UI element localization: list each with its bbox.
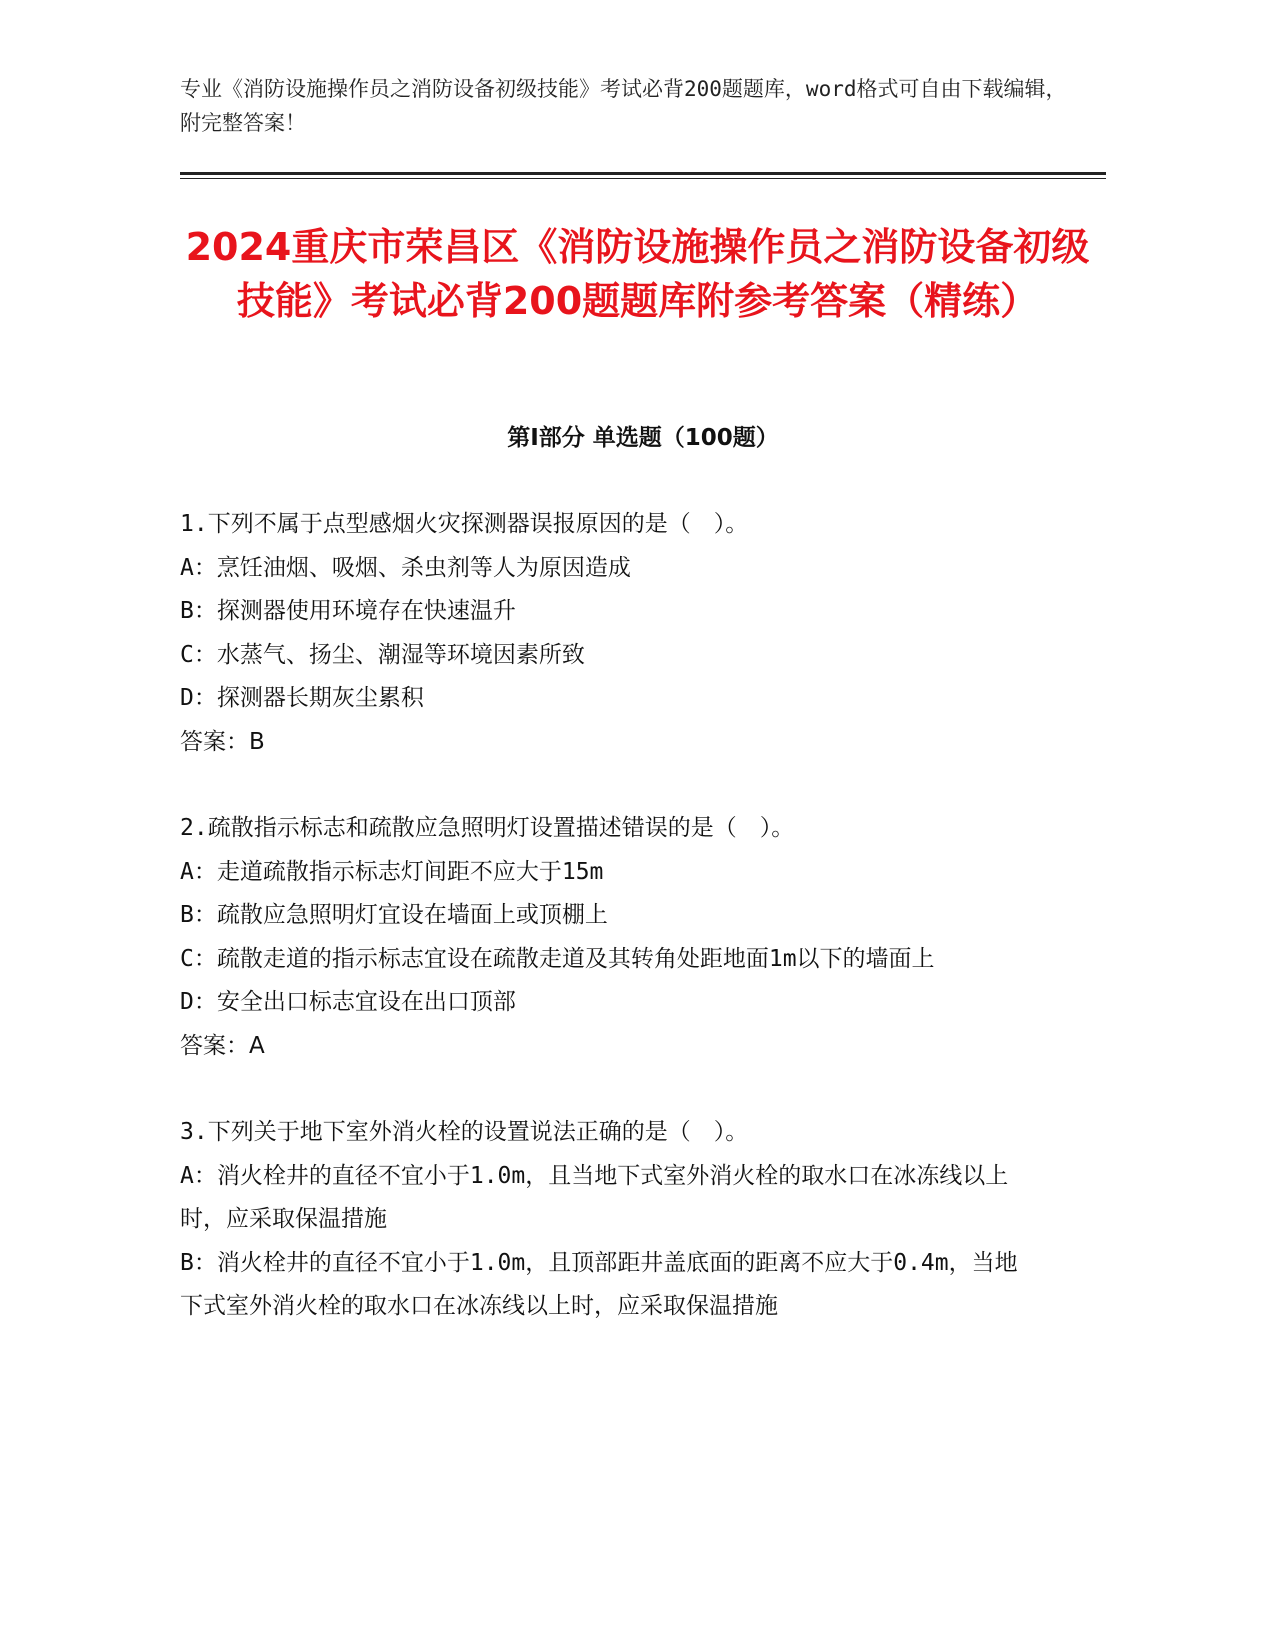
question-3: [180, 1111, 1040, 1329]
question-stem: 1.下列不属于点型感烟火灾探测器误报原因的是（ ）。: [180, 511, 749, 537]
option-c: C：疏散走道的指示标志宜设在疏散走道及其转角处距地面1m以下的墙面上: [180, 945, 935, 972]
section-title: 第Ⅰ部分 单选题（100题）: [507, 425, 779, 451]
header-divider-thick: [180, 172, 1106, 175]
option-d: D：探测器长期灰尘累积: [180, 685, 424, 711]
question-stem: 3.下列关于地下室外消火栓的设置说法正确的是（ ）。: [180, 1119, 749, 1145]
option-a: A：走道疏散指示标志灯间距不应大于15m: [180, 858, 604, 885]
option-a: A：消火栓井的直径不宜小于1.0m，且当地下式室外消火栓的取水口在冰冻线以上时，应采取保温措施: [180, 1162, 1009, 1232]
option-b: B：消火栓井的直径不宜小于1.0m，且顶部距井盖底面的距离不应大于0.4m，当地下式室外消火栓的取水口在冰冻线以上时，应采取保温措施: [180, 1249, 1018, 1319]
document-title: 2024重庆市荣昌区《消防设施操作员之消防设备初级技能》考试必背200题题库附参考答案（精练）: [185, 225, 1090, 323]
option-b: B：探测器使用环境存在快速温升: [180, 598, 516, 624]
option-c: C：水蒸气、扬尘、潮湿等环境因素所致: [180, 641, 585, 668]
answer: 答案：A: [180, 1032, 265, 1059]
option-d: D：安全出口标志宜设在出口顶部: [180, 989, 516, 1015]
question-list: [180, 503, 1040, 1372]
option-b: B：疏散应急照明灯宜设在墙面上或顶棚上: [180, 902, 608, 928]
header-divider-thin: [180, 178, 1106, 179]
question-1: [180, 503, 1040, 764]
question-stem: 2.疏散指示标志和疏散应急照明灯设置描述错误的是（ ）。: [180, 815, 795, 841]
question-2: [180, 807, 1040, 1068]
header-note: 专业《消防设施操作员之消防设备初级技能》考试必背200题题库，word格式可自由下载编辑，附完整答案！: [180, 77, 1067, 135]
option-a: A：烹饪油烟、吸烟、杀虫剂等人为原因造成: [180, 554, 631, 581]
answer: 答案：B: [180, 728, 265, 755]
